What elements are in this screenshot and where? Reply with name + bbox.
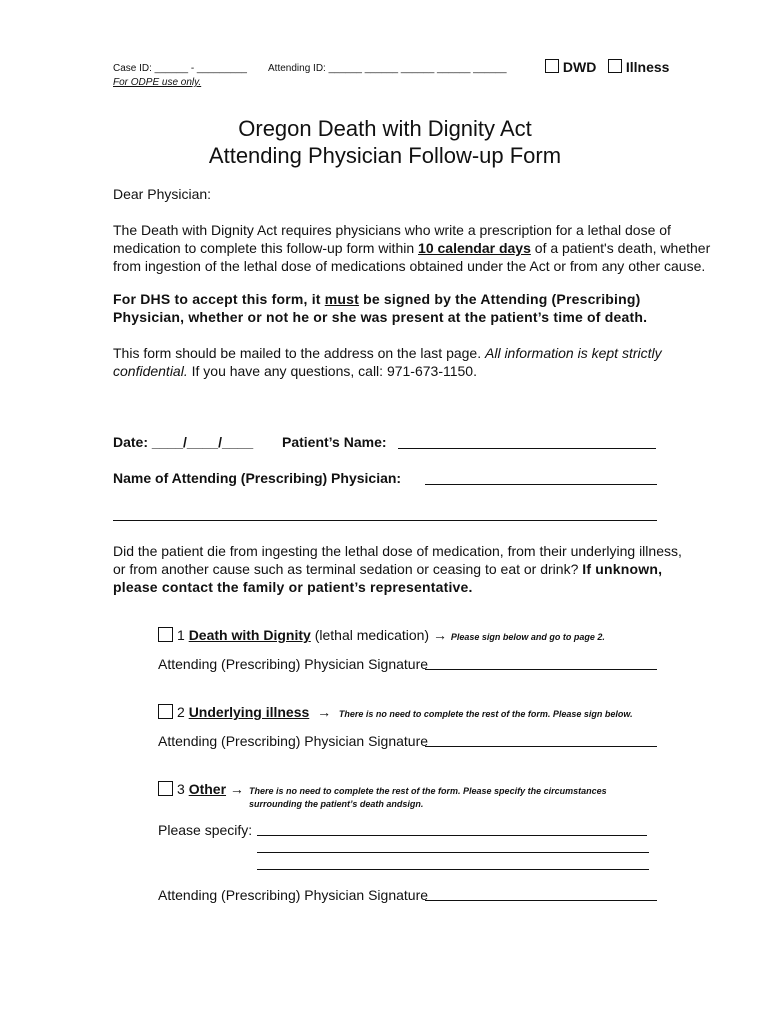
signature-3-label: Attending (Prescribing) Physician Signature [158, 887, 429, 903]
title-line-2: Attending Physician Follow-up Form [208, 143, 562, 168]
option-1-detail: (lethal medication) → [314, 627, 447, 643]
title-line-1: Oregon Death with Dignity Act [238, 116, 532, 141]
option-2-num: 2 [177, 704, 185, 720]
p3-confidential: All information is kept strictly confidential. [113, 345, 662, 379]
cause-question [113, 542, 683, 596]
type-checkboxes [545, 59, 669, 75]
option-2-checkbox[interactable] [158, 704, 173, 719]
option-1-note: Please sign below and go to page 2. [450, 632, 605, 642]
option-2 [158, 704, 633, 720]
illness-label: Illness [625, 59, 670, 75]
patient-name-line[interactable] [398, 448, 656, 449]
p1-deadline: 10 calendar days [418, 240, 531, 256]
option-3-note: There is no need to complete the rest of the form. Please specify the circumstances surrounding the patient’s death andsign. [249, 786, 607, 809]
signature-1-line[interactable] [425, 669, 657, 670]
signature-3-line[interactable] [425, 900, 657, 901]
illness-checkbox[interactable] [608, 59, 622, 73]
physician-name-line[interactable] [425, 484, 657, 485]
option-3-checkbox[interactable] [158, 781, 173, 796]
p1-text-c: of a patient's death, whether from ingestion of the lethal dose of medications obtained under the Act or from any other cause. [113, 240, 711, 274]
page-title [0, 115, 770, 169]
specify-label: Please specify: [158, 822, 253, 838]
option-3-num: 3 [177, 781, 185, 797]
p3-text-c: If you have any questions, call: 971-673-1150. [187, 363, 477, 379]
signature-1-label: Attending (Prescribing) Physician Signature [158, 656, 429, 672]
intro-paragraph-3 [113, 344, 713, 380]
option-2-note: There is no need to complete the rest of the form. Please sign below. [338, 709, 633, 719]
option-3-title: Other [188, 781, 227, 797]
option-1-title: Death with Dignity [188, 627, 311, 643]
p3-text-a: This form should be mailed to the address on the last page. [113, 345, 485, 361]
intro-paragraph-1 [113, 221, 713, 275]
case-id-field[interactable]: Case ID: ______ - _________ [113, 63, 247, 74]
p2-text-c: be signed by the Attending (Prescribing) Physician, whether or not he or she was present at the patient’s time of death. [113, 291, 648, 325]
option-2-detail: → [317, 704, 332, 720]
physician-name-label: Name of Attending (Prescribing) Physician: [113, 470, 402, 486]
option-3-detail: → [229, 781, 244, 797]
p1-text-a: The Death with Dignity Act requires physicians who write a prescription for a lethal dose of medication to complete this follow-up form within [113, 222, 671, 256]
odpe-note: For ODPE use only. [113, 77, 202, 88]
salutation: Dear Physician: [113, 186, 212, 202]
p2-must: must [324, 291, 360, 307]
physician-name-line-2[interactable] [113, 520, 657, 521]
specify-line-3[interactable] [257, 869, 649, 870]
date-field[interactable]: Date: ____/____/____ [113, 434, 254, 450]
signature-2-label: Attending (Prescribing) Physician Signature [158, 733, 429, 749]
specify-line-1[interactable] [257, 835, 647, 836]
attending-id-field[interactable]: Attending ID: ______ ______ ______ ______ ______ [268, 63, 507, 74]
option-3 [158, 781, 244, 797]
specify-line-2[interactable] [257, 852, 649, 853]
option-1-num: 1 [177, 627, 185, 643]
intro-paragraph-2 [113, 290, 713, 326]
option-1 [158, 627, 605, 643]
p2-text-a: For DHS to accept this form, it [113, 291, 325, 307]
question-text: Did the patient die from ingesting the lethal dose of medication, from their underlying illness, or from another cause such as terminal sedation or ceasing to eat or drink? [113, 543, 682, 577]
question-note: If unknown, please contact the family or patient’s representative. [113, 561, 663, 595]
option-2-title: Underlying illness [188, 704, 310, 720]
patient-name-label: Patient’s Name: [282, 434, 387, 450]
option-1-checkbox[interactable] [158, 627, 173, 642]
dwd-label: DWD [562, 59, 597, 75]
signature-2-line[interactable] [425, 746, 657, 747]
intro-section [113, 185, 713, 380]
dwd-checkbox[interactable] [545, 59, 559, 73]
